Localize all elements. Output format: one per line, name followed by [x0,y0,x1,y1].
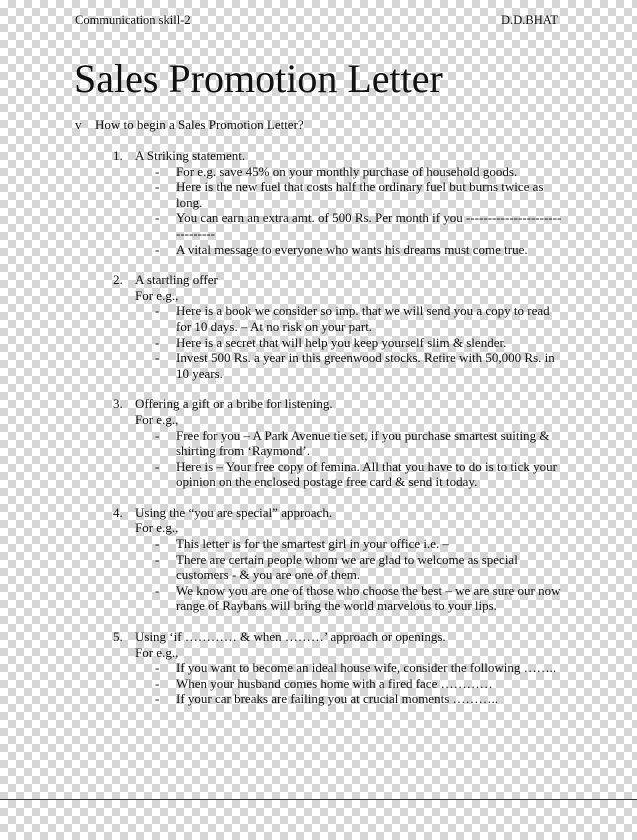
list-item [113,583,563,614]
list-item [113,428,563,459]
list-item-text: There are certain people whom we are glad to welcome as special customers - & you are one of them. [176,551,518,583]
page-title: Sales Promotion Letter [74,56,443,101]
list-item [113,676,563,692]
section [113,629,563,707]
section [113,505,563,614]
for-example-label: For e.g., [135,644,179,660]
dash-bullet: - [155,536,160,552]
list-item-text: If your car breaks are failing you at crucial moments ……….. [176,691,498,707]
dash-bullet: - [155,210,160,226]
list-item-text: Here is – Your free copy of femina. All that you have to do is to tick your opinion on the enclosed postage free card & send it today. [176,458,557,490]
section-number: 1. [113,148,123,163]
for-example-label: For e.g., [135,287,179,303]
dash-bullet: - [155,350,160,366]
section-heading-text: A startling offer [135,272,218,288]
list-item-text: A vital message to everyone who wants his dreams must come true. [176,241,528,257]
list-item-text: Here is a secret that will help you keep yourself slim & slender. [176,334,507,350]
list-item-text: When your husband comes home with a fired face ………… [176,675,493,691]
list-item-text: Invest 500 Rs. a year in this greenwood stocks. Retire with 50,000 Rs. in 10 years. [176,350,555,381]
section-number: 2. [113,272,123,288]
section [113,396,563,490]
list-item [113,536,563,552]
section-heading [113,148,563,164]
section-heading-text: Using the “you are special” approach. [135,504,333,520]
header-right: D.D.BHAT [501,13,558,27]
dash-bullet: - [155,427,160,443]
dash-bullet: - [155,163,160,179]
list-item [113,242,563,258]
list-item [113,350,563,381]
list-item-text: This letter is for the smartest girl in your office i.e. – [176,536,450,552]
list-item [113,552,563,583]
section-heading-text: Offering a gift or a bribe for listening. [135,396,333,412]
list-item [113,335,563,351]
header-left: Communication skill-2 [75,13,191,27]
dash-bullet: - [155,458,160,474]
list-item-text: Here is the new fuel that costs half the ordinary fuel but burns twice as long. [176,179,544,210]
section-number: 4. [113,504,123,520]
list-item [113,303,563,334]
dash-bullet: - [155,303,160,319]
section [113,272,563,381]
dash-bullet: - [155,241,160,257]
section [113,148,563,257]
list-item-text: You can earn an extra amt. of 500 Rs. Per month if you ------------------------------- [176,210,562,241]
section-heading [113,396,563,412]
dash-bullet: - [155,582,160,598]
dash-bullet: - [155,675,160,691]
section-heading-text: A Striking statement. [135,148,246,163]
list-item [113,459,563,490]
dash-bullet: - [155,691,160,707]
bullet-v: v [75,117,82,132]
for-example-label: For e.g., [135,520,179,536]
list-item [113,660,563,676]
section-number: 5. [113,629,123,645]
question-line [75,117,304,133]
list-item [113,164,563,180]
section-heading [113,505,563,521]
sections-list [113,148,563,722]
question-text: How to begin a Sales Promotion Letter? [95,117,304,132]
list-item-text: Free for you – A Park Avenue tie set, if you purchase smartest suiting & shirting from ‘Raymond’. [176,427,550,459]
section-heading [113,272,563,288]
list-item-text: Here is a book we consider so imp. that we will send you a copy to read for 10 days. – At no risk on your part. [176,303,550,334]
section-heading [113,629,563,645]
for-example-label: For e.g., [135,411,179,427]
list-item-text: For e.g. save 45% on your monthly purchase of household goods. [176,163,518,179]
footer-rule [0,799,637,800]
dash-bullet: - [155,551,160,567]
list-item-text: If you want to become an ideal house wife, consider the following …….. [176,660,557,676]
dash-bullet: - [155,660,160,676]
dash-bullet: - [155,334,160,350]
list-item-text: We know you are one of those who choose the best – we are sure our now range of Raybans will bring the world marvelous to your lips. [176,582,561,614]
section-heading-text: Using ‘if ………… & when ………’ approach or openings. [135,629,446,645]
list-item [113,691,563,707]
list-item [113,210,563,241]
list-item [113,179,563,210]
dash-bullet: - [155,179,160,195]
section-number: 3. [113,396,123,412]
